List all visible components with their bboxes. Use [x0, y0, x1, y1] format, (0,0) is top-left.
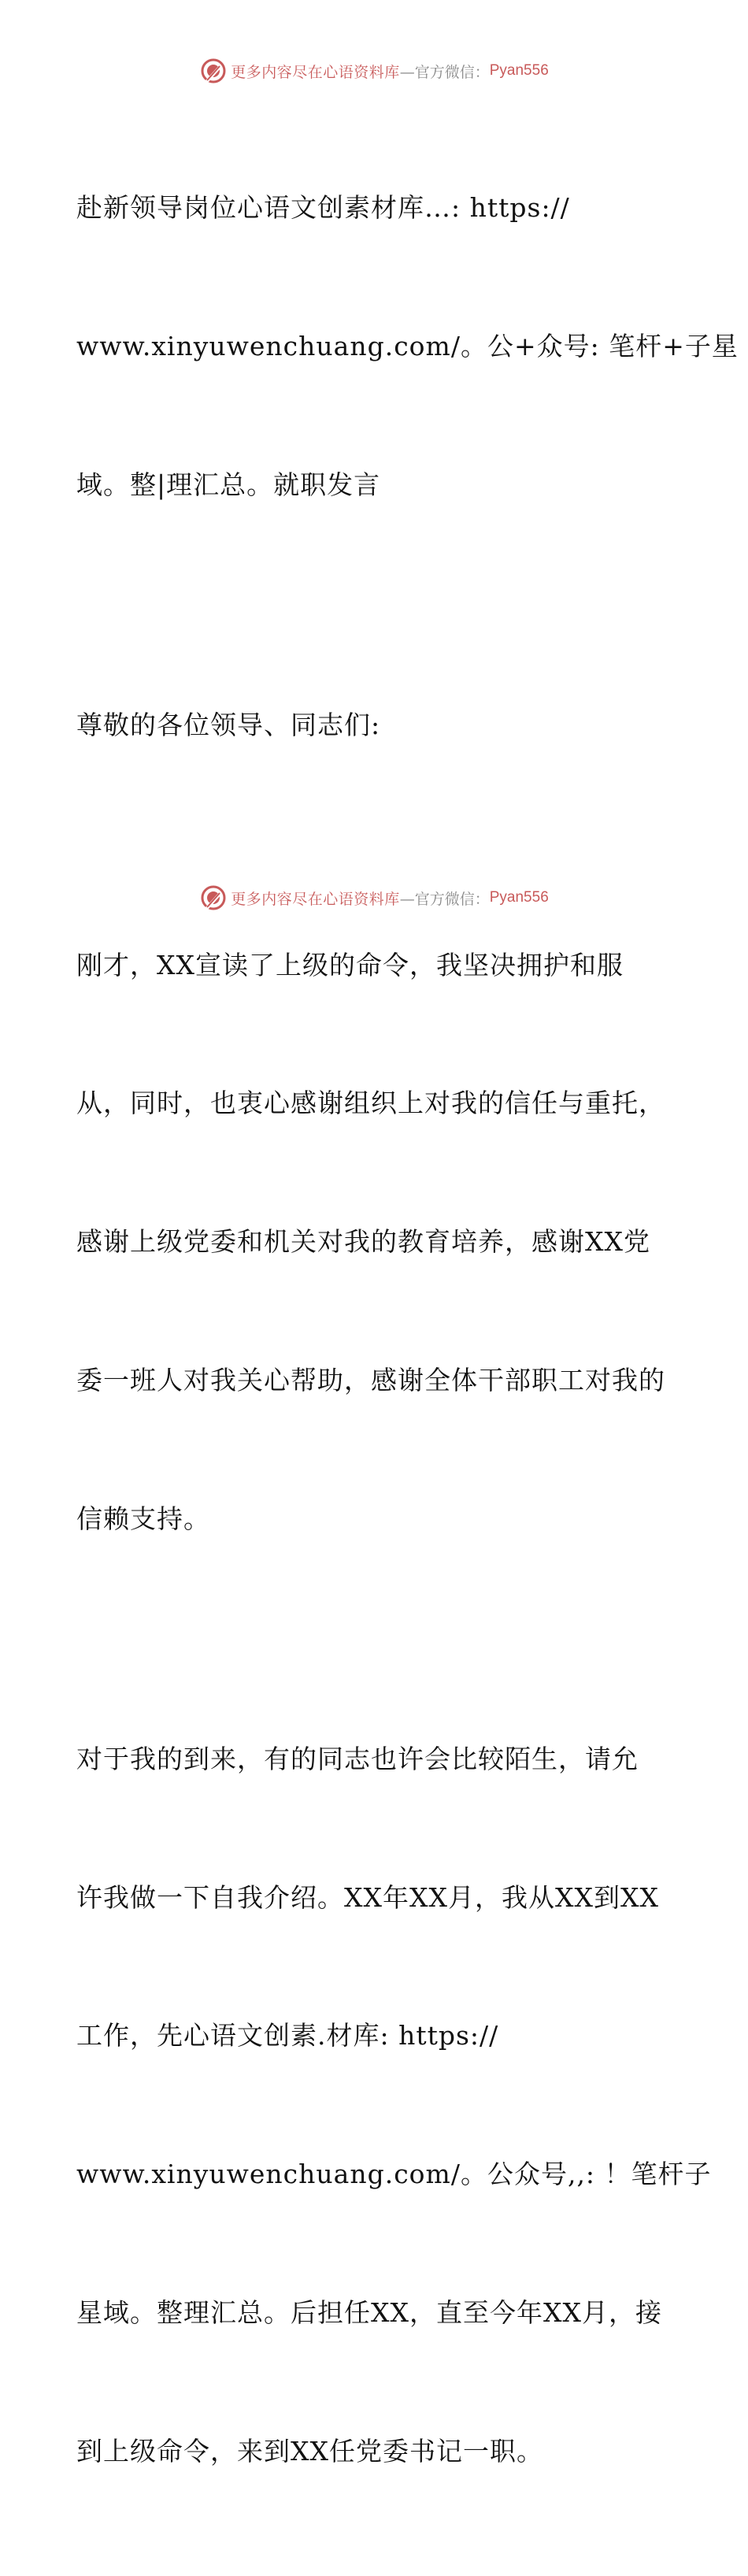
paragraph-line: 从，同时，也衷心感谢组织上对我的信任与重托，	[76, 1088, 665, 1119]
paragraph-line: 对于我的到来，有的同志也许会比较陌生，请允	[76, 1743, 639, 1774]
paragraph-line: 星域。整理汇总。后担任XX，直至今年XX月，接	[76, 2296, 662, 2328]
paragraph-line: 感谢上级党委和机关对我的教育培养，感谢XX党	[76, 1226, 650, 1258]
paragraph-line: 许我做一下自我介绍。XX年XX月，我从XX到XX	[76, 1881, 659, 1913]
paragraph-line: 到上级命令，来到XX任党委书记一职。	[76, 2435, 543, 2467]
paragraph-line: 刚才，XX宣读了上级的命令，我坚决拥护和服	[76, 949, 624, 980]
paragraph-line: 信赖支持。	[76, 1503, 210, 1534]
paragraph-line: 域。整|理汇总。就职发言	[76, 469, 381, 500]
watermark-wechat-id: Pyan556	[489, 889, 549, 906]
paragraph-line: 尊敬的各位领导、同志们:	[76, 709, 381, 740]
paragraph-line: www.xinyuwenchuang.com/。公+众号: 笔杆+子星	[76, 330, 739, 361]
watermark-text: 更多内容尽在心语资料库	[231, 63, 400, 81]
paragraph-4	[76, 1644, 712, 2567]
pen-circle-logo-icon	[199, 884, 228, 912]
watermark-separator: —官方微信：	[399, 63, 490, 81]
paragraph-3	[76, 851, 675, 1635]
paragraph-1	[76, 93, 739, 601]
paragraph-line: 工作，先心语文创素.材库: https://	[76, 2020, 499, 2052]
footer-watermark	[0, 882, 748, 914]
watermark-text: 更多内容尽在心语资料库	[231, 890, 400, 908]
paragraph-line: 赴新领导岗位心语文创素材库…: https://	[76, 192, 570, 224]
paragraph-line: 委一班人对我关心帮助，感谢全体干部职工对我的	[76, 1365, 665, 1396]
document-body	[76, 93, 739, 2576]
header-watermark	[0, 55, 748, 87]
watermark-wechat-id: Pyan556	[489, 62, 549, 79]
paragraph-2	[76, 610, 675, 841]
paragraph-line: www.xinyuwenchuang.com/。公众号,,: ！笔杆子	[76, 2159, 712, 2190]
watermark-separator: —官方微信：	[399, 890, 490, 908]
pen-circle-logo-icon	[199, 57, 228, 85]
